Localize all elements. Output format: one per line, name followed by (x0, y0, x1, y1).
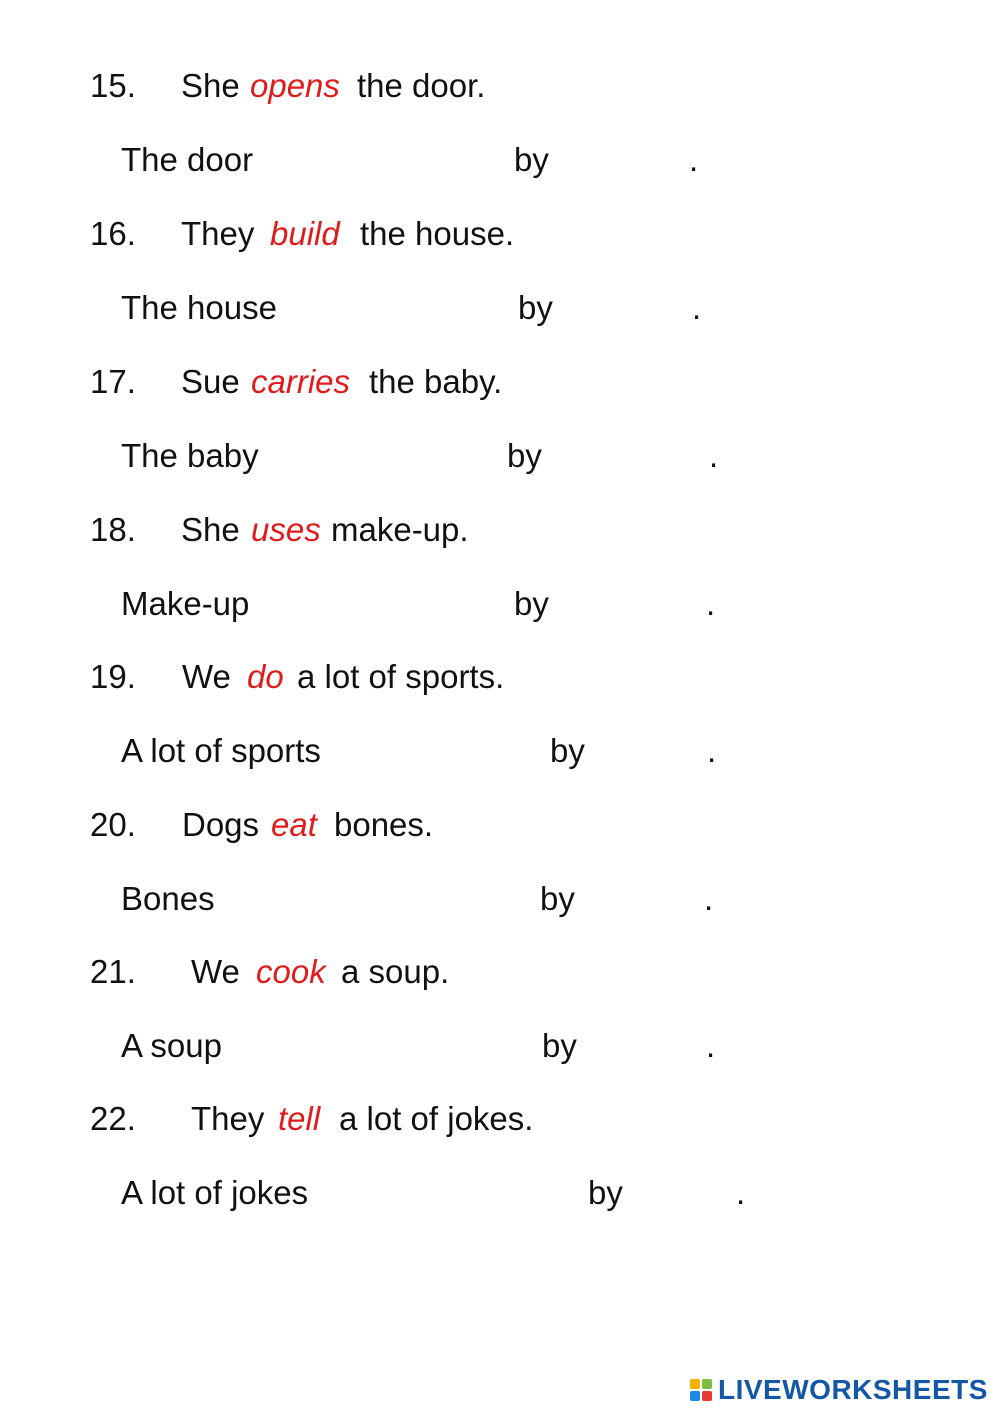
liveworksheets-logo (690, 1373, 990, 1407)
period: . (704, 880, 714, 917)
sentence-verb: carries (251, 363, 351, 400)
period: . (692, 289, 702, 326)
exercise-number: 19. (90, 658, 136, 695)
exercise-number: 17. (90, 363, 136, 400)
sentence-subject: They (181, 215, 255, 252)
logo-text: LIVEWORKSHEETS (718, 1374, 988, 1405)
by-label: by (514, 585, 549, 622)
passive-sentence (0, 284, 1000, 332)
passive-subject: Make-up (121, 585, 250, 622)
active-sentence (0, 506, 1000, 554)
period: . (689, 141, 699, 178)
sentence-subject: We (191, 953, 240, 990)
passive-sentence (0, 727, 1000, 775)
verb-answer-field[interactable] (280, 438, 503, 474)
sentence-verb: uses (251, 511, 321, 548)
agent-answer-field[interactable] (560, 586, 710, 622)
sentence-subject: They (191, 1100, 265, 1137)
verb-answer-field[interactable] (275, 142, 508, 178)
verb-answer-field[interactable] (246, 1028, 538, 1064)
passive-subject: A lot of jokes (121, 1174, 309, 1211)
passive-sentence (0, 875, 1000, 923)
exercise-number: 22. (90, 1100, 136, 1137)
by-label: by (540, 880, 575, 917)
by-label: by (588, 1174, 623, 1211)
sentence-verb: eat (271, 806, 317, 843)
sentence-verb: build (270, 215, 340, 252)
sentence-rest: the baby. (369, 363, 503, 400)
exercise-number: 21. (90, 953, 136, 990)
by-label: by (542, 1027, 577, 1064)
passive-sentence (0, 1169, 1000, 1217)
verb-answer-field[interactable] (278, 586, 508, 622)
sentence-rest: the door. (357, 67, 486, 104)
sentence-verb: do (247, 658, 284, 695)
verb-answer-field[interactable] (356, 733, 546, 769)
sentence-subject: She (181, 511, 240, 548)
sentence-verb: tell (278, 1100, 321, 1137)
sentence-subject: Sue (181, 363, 240, 400)
verb-answer-field[interactable] (346, 1175, 584, 1211)
sentence-rest: bones. (334, 806, 434, 843)
agent-answer-field[interactable] (586, 881, 708, 917)
passive-subject: The baby (121, 437, 259, 474)
passive-sentence (0, 432, 1000, 480)
sentence-subject: We (182, 658, 231, 695)
passive-subject: A lot of sports (121, 732, 321, 769)
sentence-rest: a soup. (341, 953, 450, 990)
exercise-number: 18. (90, 511, 136, 548)
active-sentence (0, 358, 1000, 406)
sentence-subject: Dogs (182, 806, 260, 843)
sentence-verb: opens (250, 67, 340, 104)
active-sentence (0, 210, 1000, 258)
passive-subject: A soup (121, 1027, 222, 1064)
agent-answer-field[interactable] (553, 438, 711, 474)
sentence-rest: the house. (360, 215, 515, 252)
passive-sentence (0, 1022, 1000, 1070)
period: . (736, 1174, 746, 1211)
verb-answer-field[interactable] (296, 290, 514, 326)
agent-answer-field[interactable] (564, 290, 698, 326)
agent-answer-field[interactable] (588, 1028, 708, 1064)
exercise-number: 16. (90, 215, 136, 252)
passive-sentence (0, 136, 1000, 184)
by-label: by (550, 732, 585, 769)
sentence-rest: a lot of jokes. (339, 1100, 534, 1137)
exercise-number: 15. (90, 67, 136, 104)
sentence-verb: cook (256, 953, 326, 990)
verb-answer-field[interactable] (232, 881, 536, 917)
sentence-subject: She (181, 67, 240, 104)
active-sentence (0, 1095, 1000, 1143)
active-sentence (0, 948, 1000, 996)
agent-answer-field[interactable] (560, 142, 694, 178)
passive-subject: The house (121, 289, 277, 326)
period: . (706, 1027, 716, 1064)
liveworksheets-logo-icon (690, 1379, 714, 1403)
by-label: by (514, 141, 549, 178)
by-label: by (518, 289, 553, 326)
active-sentence (0, 653, 1000, 701)
exercise-number: 20. (90, 806, 136, 843)
period: . (709, 437, 719, 474)
passive-sentence (0, 580, 1000, 628)
active-sentence (0, 62, 1000, 110)
active-sentence (0, 801, 1000, 849)
passive-subject: Bones (121, 880, 215, 917)
period: . (706, 585, 716, 622)
agent-answer-field[interactable] (596, 733, 708, 769)
passive-subject: The door (121, 141, 254, 178)
by-label: by (507, 437, 542, 474)
agent-answer-field[interactable] (634, 1175, 738, 1211)
sentence-rest: make-up. (331, 511, 469, 548)
period: . (707, 732, 717, 769)
sentence-rest: a lot of sports. (297, 658, 505, 695)
